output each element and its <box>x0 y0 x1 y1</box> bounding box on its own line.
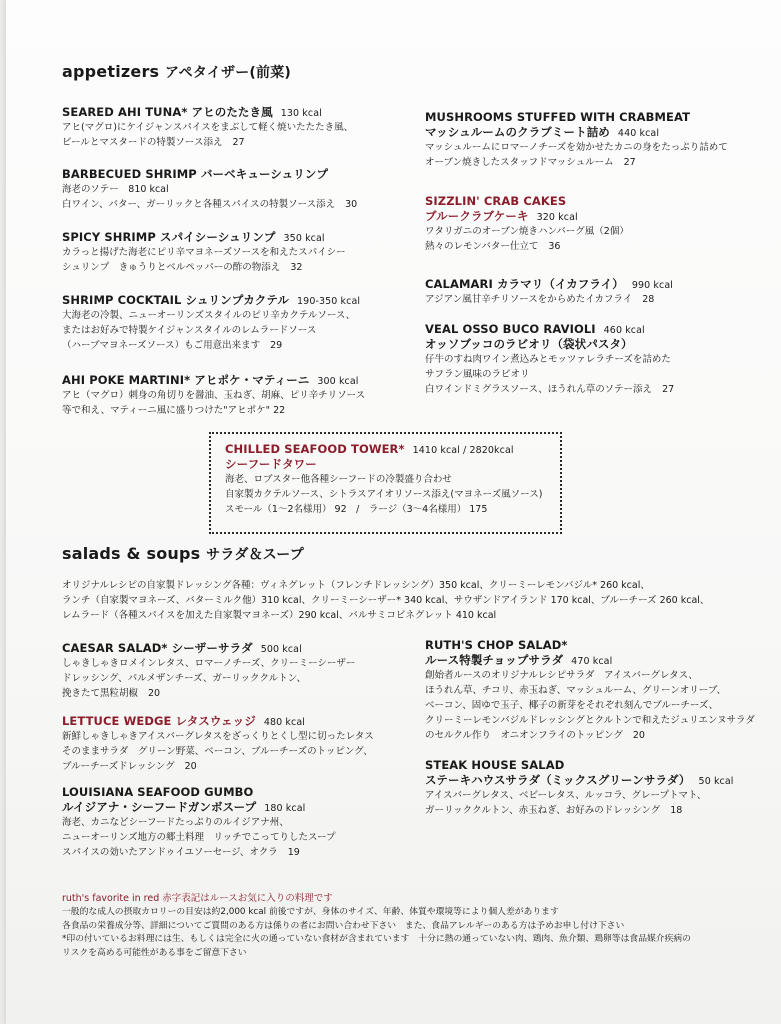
menu-item: STEAK HOUSE SALAD ステーキハウスサラダ（ミックスグリーンサラダ） 50 kcal アイスバーグレタス、ベビーレタス、ルッコラ、グレープトマト、 ガーリッククルトン、赤玉ねぎ、お好みのドレッシング 18 <box>425 758 734 816</box>
menu-item: BARBECUED SHRIMP バーベキューシュリンプ 海老のソテー 810 kcal 白ワイン、バター、ガーリックと各種スパイスの特製ソース添え 30 <box>62 167 358 210</box>
menu-item: LETTUCE WEDGE レタスウェッジ 480 kcal 新鮮しゃきしゃきアイスバーグレタスをざっくりとくし型に切ったレタス そのままサラダ グリーン野菜、ベーコン、ブルーチーズのトッピング、 ブルーチーズドレッシング 20 <box>62 714 374 772</box>
menu-item: SEARED AHI TUNA* アヒのたたき風 130 kcal アヒ(マグロ)にケイジャンスパイスをまぶして軽く焼いたたたき風、 ビールとマスタードの特製ソース添え 27 <box>62 105 354 148</box>
dressing-list: オリジナルレシピの自家製ドレッシング各種：ヴィネグレット（フレンチドレッシング）350 kcal、クリーミーレモンバジル* 260 kcal、 ランチ（自家製マヨネーズ、バターミルク他）310 kcal、クリーミーシーザー* 340 kcal、サウザンドアイランド 170 kcal、ブルーチーズ 260 kcal、 レムラード（各種スパイスを加えた自家製マヨネーズ）290 kcal、バルサミコビネグレット 410 kcal <box>62 580 710 621</box>
menu-item: LOUISIANA SEAFOOD GUMBO ルイジアナ・シーフードガンボスープ 180 kcal 海老、カニなどシーフードたっぷりのルイジアナ州、 ニューオーリンズ地方の郷土料理 リッチでこってりしたスープ スパイスの効いたアンドゥイユソーセージ、オクラ 19 <box>62 785 336 858</box>
footer-notes: 一般的な成人の摂取カロリーの目安は約2,000 kcal 前後ですが、身体のサイズ、年齢、体質や環境等により個人差があります 各食品の栄養成分等、詳細についてご質問のある方は係りの者にお問い合わせ下さい また、食品アレルギーのある方は予めお申し付け下さい *印の付いているお料理には生、もしくは完全に火の通っていない食材が含まれています 十分に熱の通っていない肉、鶏肉、魚介類、鶏卵等は食品媒介疾病の リスクを高める可能性がある事をご留意下さい <box>62 907 691 958</box>
menu-item: MUSHROOMS STUFFED WITH CRABMEAT マッシュルームのクラブミート詰め 440 kcal マッシュルームにロマーノチーズを効かせたカニの身をたっぷり詰めて オーブン焼きしたスタッフドマッシュルーム 27 <box>425 110 728 168</box>
menu-item: CHILLED SEAFOOD TOWER* 1410 kcal / 2820kcal シーフードタワー 海老、ロブスター他各種シーフードの冷製盛り合わせ 自家製カクテルソース、シトラスアイオリソース添え(マヨネーズ風ソース) スモール（1～2名様用） 92 / ラージ（3～4名様用） 175 <box>225 442 543 515</box>
menu-item: CALAMARI カラマリ（イカフライ） 990 kcal アジアン風甘辛チリソースをからめたイカフライ 28 <box>425 277 673 305</box>
salads-heading: salads & soups サラダ＆スープ <box>62 544 305 563</box>
seafood-tower-box <box>209 432 562 534</box>
menu-item: SHRIMP COCKTAIL シュリンプカクテル 190-350 kcal 大海老の冷製、ニューオーリンズスタイルのピリ辛カクテルソース、 またはお好みで特製ケイジャンスタイルのレムラードソース （ハーブマヨネーズソース）もご用意出来ます 29 <box>62 293 361 351</box>
favorite-note: ruth's favorite in red 赤字表記はルースお気に入りの料理です <box>62 893 333 904</box>
menu-page <box>6 0 781 1024</box>
menu-item: CAESAR SALAD* シーザーサラダ 500 kcal しゃきしゃきロメインレタス、ロマーノチーズ、クリーミーシーザー ドレッシング、パルメザンチーズ、ガーリッククルトン、 挽きたて黒粒胡椒 20 <box>62 641 356 699</box>
menu-item: AHI POKE MARTINI* アヒポケ・マティーニ 300 kcal アヒ（マグロ）刺身の角切りを醤油、玉ねぎ、胡麻、ピリ辛チリソース 等で和え、マティーニ風に盛りつけた"アヒポケ" 22 <box>62 373 366 416</box>
menu-item: RUTH'S CHOP SALAD* ルース特製チョップサラダ 470 kcal 創始者ルースのオリジナルレシピサラダ アイスバーグレタス、 ほうれん草、チコリ、赤玉ねぎ、マッシュルーム、グリーンオリーブ、 ベーコン、固ゆで玉子、椰子の新芽をそれぞれ刻んでブルーチーズ、 クリーミーレモンバジルドレッシングとクルトンで和えたジュリエンヌサラダ のセルクル作り オニオンフライのトッピング 20 <box>425 638 755 741</box>
menu-item: SPICY SHRIMP スパイシーシュリンプ 350 kcal カラっと揚げた海老にピリ辛マヨネーズソースを和えたスパイシー シュリンプ きゅうりとベルペッパーの酢の物添え 32 <box>62 230 346 273</box>
menu-item: SIZZLIN' CRAB CAKES ブルークラブケーキ 320 kcal ワタリガニのオーブン焼きハンバーグ風（2個） 熱々のレモンバター仕立て 36 <box>425 194 629 252</box>
appetizers-heading: appetizers アペタイザー(前菜) <box>62 62 292 81</box>
menu-item: VEAL OSSO BUCO RAVIOLI 460 kcal オッソブッコのラビオリ（袋状パスタ） 仔牛のすね肉ワイン煮込みとモッツァレラチーズを詰めた サフラン風味のラビオリ 白ワインドミグラスソース、ほうれん草のソテー添え 27 <box>425 322 675 395</box>
